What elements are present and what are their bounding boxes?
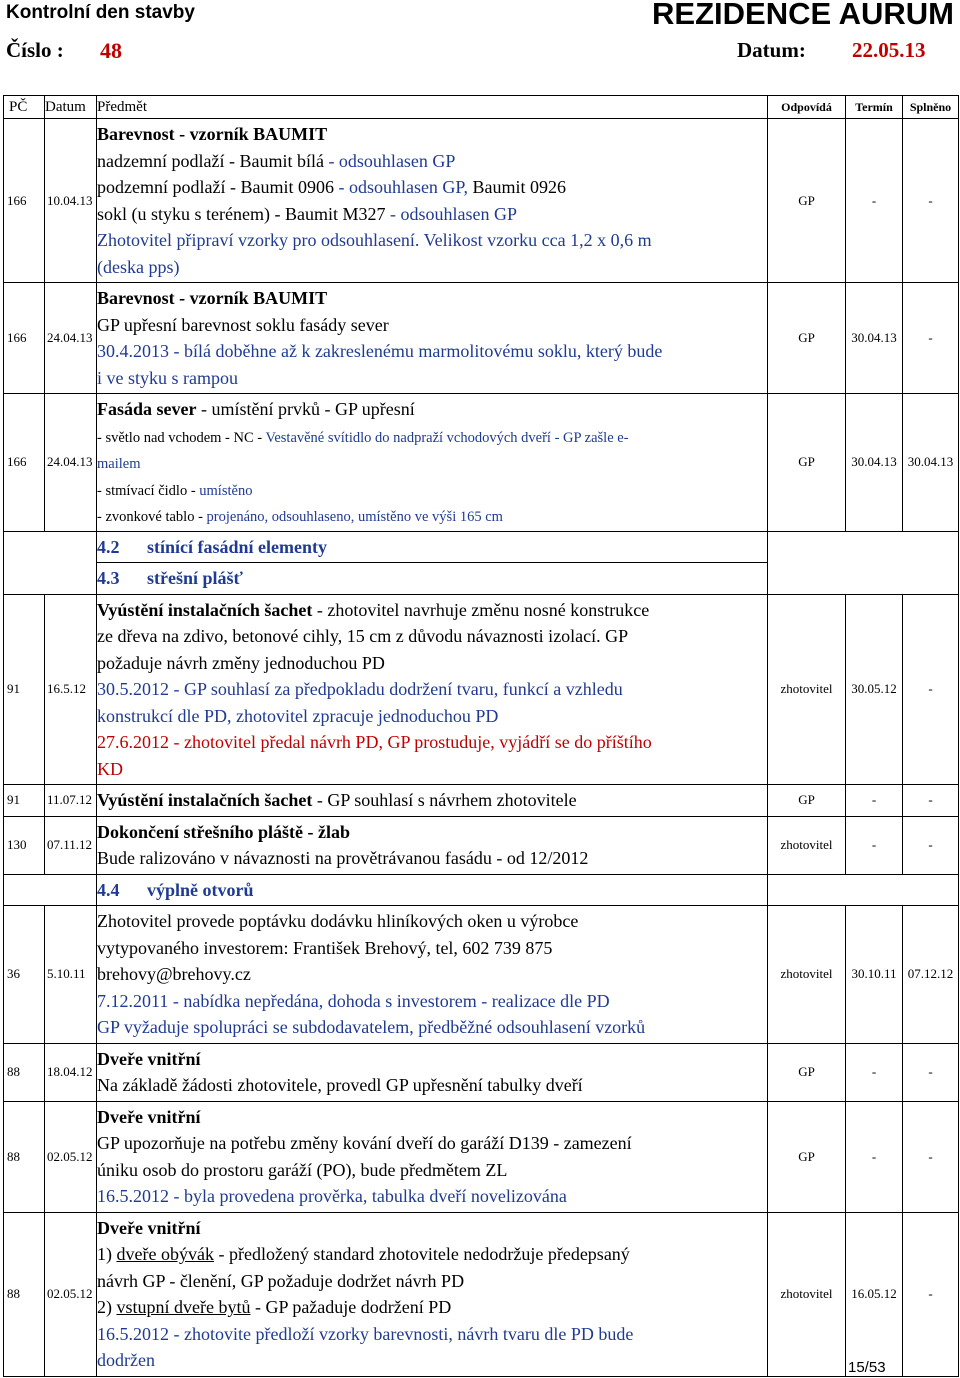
section-heading — [97, 874, 768, 906]
table-row — [4, 394, 959, 532]
row-deadline: 30.04.13 — [846, 394, 903, 532]
subject-line — [97, 312, 767, 339]
row-responsible: GP — [768, 785, 846, 817]
subject-text: - světlo nad vchodem - NC - — [97, 429, 266, 446]
subject-text: Barevnost - vzorník BAUMIT — [97, 124, 328, 144]
row-deadline: - — [846, 785, 903, 817]
subject-line — [97, 908, 767, 935]
row-pc: 91 — [4, 594, 45, 785]
row-done: - — [903, 785, 959, 817]
subject-text: - zvonkové tablo - — [97, 509, 207, 525]
section-number: 4.4 — [97, 879, 120, 900]
subject-text: konstrukcí dle PD, zhotovitel zpracuje jednoduchou PD — [97, 705, 499, 726]
row-pc: 91 — [4, 785, 45, 817]
row-date: 07.11.12 — [45, 816, 97, 874]
subject-line — [97, 1130, 767, 1157]
table-row — [4, 816, 959, 874]
date-label: Datum: — [737, 38, 806, 62]
subject-line — [97, 396, 767, 423]
subject-text: 7.12.2011 - nabídka nepředána, dohoda s investorem - realizace dle PD — [97, 990, 610, 1011]
subject-line — [97, 676, 767, 703]
section-42 — [4, 531, 959, 563]
section-title: stínící fasádní elementy — [147, 536, 327, 557]
subject-line — [97, 703, 767, 730]
row-done: - — [903, 119, 959, 283]
subject-text: 30.4.2013 - bílá doběhne až k zakreslenému marmolitovému soklu, který bude — [97, 341, 663, 361]
row-responsible: GP — [768, 394, 846, 532]
subject-line — [97, 285, 767, 312]
subject-text: - GP pažaduje dodržení PD — [250, 1297, 452, 1317]
row-done: - — [903, 1212, 959, 1376]
row-responsible: GP — [768, 283, 846, 394]
subject-text: 16.5.2012 - byla provedena prověrka, tabulka dveří novelizována — [97, 1186, 567, 1206]
row-done: - — [903, 1101, 959, 1212]
row-pc: 36 — [4, 906, 45, 1044]
minutes-table — [3, 95, 959, 1377]
subject-text: Dveře vnitřní — [97, 1217, 201, 1238]
table-row — [4, 283, 959, 394]
row-responsible: zhotovitel — [768, 906, 846, 1044]
row-deadline: 30.10.11 — [846, 906, 903, 1044]
subject-text: GP upozorňuje na potřebu změny kování dveří do garáží D139 - zamezení — [97, 1133, 632, 1153]
section-title: střešní plášť — [147, 568, 243, 588]
subject-text: - odsouhlasen GP — [389, 203, 517, 224]
section-44 — [4, 874, 959, 906]
row-subject — [97, 785, 768, 817]
subject-text: - GP souhlasí s návrhem zhotovitele — [312, 790, 577, 810]
subject-text: požaduje návrh změny jednoduchou PD — [97, 652, 385, 673]
section-number: 4.3 — [97, 568, 120, 588]
doc-title: Kontrolní den stavby — [6, 2, 195, 23]
subject-line — [97, 1215, 767, 1242]
subject-line — [97, 201, 767, 228]
subject-line — [97, 449, 767, 476]
subject-line — [97, 1241, 767, 1268]
subject-line — [97, 365, 767, 392]
subject-line — [97, 756, 767, 783]
col-subject: Předmět — [97, 96, 768, 119]
subject-text: podzemní podlaží - Baumit 0906 — [97, 177, 339, 197]
subject-text: Na základě žádosti zhotovitele, provedl GP upřesnění tabulky dveří — [97, 1075, 583, 1095]
row-date: 24.04.13 — [45, 394, 97, 532]
row-responsible: GP — [768, 1101, 846, 1212]
subject-text: (deska pps) — [97, 256, 180, 277]
subject-text: Vestavěné svítidlo do nadpraží vchodových dveří - GP zašle e- — [265, 429, 629, 446]
row-subject — [97, 1212, 768, 1376]
row-deadline: - — [846, 1101, 903, 1212]
subject-text: 2) — [97, 1297, 117, 1317]
subject-text: 27.6.2012 - zhotovitel předal návrh PD, GP prostuduje, vyjádří se do příštího — [97, 732, 652, 752]
subject-line — [97, 1104, 767, 1131]
subject-text: GP upřesní barevnost soklu fasády sever — [97, 314, 389, 335]
table-row — [4, 906, 959, 1044]
subject-line — [97, 1347, 767, 1374]
table-row — [4, 1101, 959, 1212]
subject-text: mailem — [97, 456, 141, 472]
row-subject — [97, 594, 768, 785]
row-deadline: - — [846, 1043, 903, 1101]
row-subject — [97, 394, 768, 532]
table-header — [4, 96, 959, 119]
subject-line — [97, 845, 767, 872]
row-responsible: zhotovitel — [768, 816, 846, 874]
subject-text: KD — [97, 758, 123, 779]
row-responsible: GP — [768, 1043, 846, 1101]
subject-line — [97, 338, 767, 365]
section-spacer — [768, 531, 959, 563]
row-deadline: 30.05.12 — [846, 594, 903, 785]
subject-line — [97, 1072, 767, 1099]
row-deadline: 30.04.13 — [846, 283, 903, 394]
section-43 — [4, 563, 959, 595]
section-spacer — [768, 563, 959, 595]
subject-line — [97, 650, 767, 677]
col-done: Splněno — [903, 96, 959, 119]
row-subject — [97, 283, 768, 394]
subject-text: vytypovaného investorem: František Brehový, tel, 602 739 875 — [97, 937, 553, 958]
subject-text: Dokončení střešního pláště - žlab — [97, 821, 351, 842]
row-done: - — [903, 816, 959, 874]
subject-line — [97, 1294, 767, 1321]
section-number: 4.2 — [97, 536, 120, 557]
subject-line — [97, 935, 767, 962]
number-value: 48 — [100, 38, 122, 63]
subject-text: 1) — [97, 1244, 117, 1264]
section-spacer — [768, 874, 959, 906]
subject-line — [97, 1321, 767, 1348]
section-heading — [97, 563, 768, 595]
section-heading — [97, 531, 768, 563]
row-date: 24.04.13 — [45, 283, 97, 394]
row-responsible: zhotovitel — [768, 594, 846, 785]
subject-line — [97, 254, 767, 281]
subject-text: - zhotovitel navrhuje změnu nosné konstrukce — [312, 599, 650, 620]
section-spacer — [4, 874, 97, 906]
subject-line — [97, 623, 767, 650]
row-pc: 88 — [4, 1043, 45, 1101]
subject-line — [97, 148, 767, 175]
subject-text: umístěno — [199, 482, 253, 499]
subject-line — [97, 121, 767, 148]
row-deadline: - — [846, 816, 903, 874]
row-done: - — [903, 283, 959, 394]
subject-text: - odsouhlasen GP, — [338, 177, 468, 197]
row-pc: 88 — [4, 1212, 45, 1376]
table-row — [4, 1212, 959, 1376]
row-pc: 166 — [4, 394, 45, 532]
subject-text: - stmívací čidlo - — [97, 482, 200, 499]
table-row — [4, 119, 959, 283]
row-date: 5.10.11 — [45, 906, 97, 1044]
section-spacer — [4, 563, 97, 595]
section-title: výplně otvorů — [147, 879, 254, 900]
subject-text: Dveře vnitřní — [97, 1106, 201, 1127]
subject-text: Bude ralizováno v návaznosti na provětrávanou fasádu - od 12/2012 — [97, 848, 589, 868]
row-date: 11.07.12 — [45, 785, 97, 817]
row-subject — [97, 119, 768, 283]
subject-text: Vyústění instalačních šachet — [97, 599, 313, 620]
row-date: 02.05.12 — [45, 1101, 97, 1212]
subject-text: vstupní dveře bytů — [116, 1297, 251, 1317]
row-subject — [97, 906, 768, 1044]
section-spacer — [4, 531, 97, 563]
col-deadline: Termín — [846, 96, 903, 119]
subject-line — [97, 1014, 767, 1041]
row-pc: 166 — [4, 283, 45, 394]
row-pc: 130 — [4, 816, 45, 874]
subject-text: úniku osob do prostoru garáží (PO), bude předmětem ZL — [97, 1159, 508, 1180]
project-title: REZIDENCE AURUM — [652, 0, 954, 31]
row-pc: 88 — [4, 1101, 45, 1212]
row-date: 02.05.12 — [45, 1212, 97, 1376]
row-pc: 166 — [4, 119, 45, 283]
row-done: - — [903, 594, 959, 785]
subject-text: Vyústění instalačních šachet — [97, 790, 313, 810]
row-date: 10.04.13 — [45, 119, 97, 283]
subject-text: dodržen — [97, 1350, 155, 1370]
row-responsible: zhotovitel — [768, 1212, 846, 1376]
subject-line — [97, 819, 767, 846]
subject-line — [97, 961, 767, 988]
row-subject — [97, 816, 768, 874]
col-date: Datum — [45, 96, 97, 119]
subject-text: 30.5.2012 - GP souhlasí za předpokladu dodržení tvaru, funkcí a vzhledu — [97, 679, 623, 699]
subject-text: Baumit 0926 — [467, 177, 566, 197]
subject-line — [97, 1046, 767, 1073]
subject-text: - umístění prvků - GP upřesní — [196, 399, 415, 419]
subject-text: i ve styku s rampou — [97, 367, 238, 388]
subject-line — [97, 1183, 767, 1210]
row-done: 07.12.12 — [903, 906, 959, 1044]
subject-line — [97, 227, 767, 254]
subject-text: Zhotovitel provede poptávku dodávku hliníkových oken u výrobce — [97, 911, 579, 931]
number-label: Číslo : — [6, 38, 64, 62]
subject-line — [97, 597, 767, 624]
subject-line — [97, 1157, 767, 1184]
date-value: 22.05.13 — [852, 38, 926, 62]
subject-text: projenáno, odsouhlaseno, umístěno ve výši 165 cm — [206, 509, 503, 525]
page-number: 15/53 — [848, 1359, 886, 1376]
subject-text: GP vyžaduje spolupráci se subdodavatelem, předběžné odsouhlasení vzorků — [97, 1017, 646, 1037]
subject-text: Dveře vnitřní — [97, 1048, 201, 1069]
subject-text: brehovy@brehovy.cz — [97, 964, 251, 984]
subject-line — [97, 988, 767, 1015]
subject-text: Barevnost - vzorník BAUMIT — [97, 288, 328, 308]
col-pc: PČ — [4, 96, 45, 119]
subject-line — [97, 787, 767, 814]
row-date: 18.04.12 — [45, 1043, 97, 1101]
subject-text: návrh GP - členění, GP požaduje dodržet návrh PD — [97, 1270, 465, 1291]
subject-text: - předložený standard zhotovitele nedodržuje předepsaný — [213, 1244, 630, 1264]
subject-line — [97, 729, 767, 756]
subject-text: dveře obývák — [116, 1244, 214, 1264]
row-subject — [97, 1043, 768, 1101]
subject-line — [97, 174, 767, 201]
subject-line — [97, 423, 767, 450]
table-row — [4, 594, 959, 785]
subject-text: Fasáda sever — [97, 399, 197, 419]
col-responsible: Odpovídá — [768, 96, 846, 119]
table-row — [4, 785, 959, 817]
subject-text: - odsouhlasen GP — [328, 150, 456, 171]
row-responsible: GP — [768, 119, 846, 283]
row-date: 16.5.12 — [45, 594, 97, 785]
row-deadline: - — [846, 119, 903, 283]
row-subject — [97, 1101, 768, 1212]
subject-text: 16.5.2012 - zhotovite předloží vzorky barevnosti, návrh tvaru dle PD bude — [97, 1323, 634, 1344]
row-deadline: 16.05.12 — [846, 1212, 903, 1376]
row-done: 30.04.13 — [903, 394, 959, 532]
subject-line — [97, 1268, 767, 1295]
subject-text: sokl (u styku s terénem) - Baumit M327 — [97, 203, 390, 224]
table-row — [4, 1043, 959, 1101]
subject-line — [97, 476, 767, 503]
subject-text: nadzemní podlaží - Baumit bílá — [97, 150, 329, 171]
row-done: - — [903, 1043, 959, 1101]
subject-text: Zhotovitel připraví vzorky pro odsouhlasení. Velikost vzorku cca 1,2 x 0,6 m — [97, 230, 652, 250]
subject-line — [97, 502, 767, 529]
subject-text: ze dřeva na zdivo, betonové cihly, 15 cm z důvodu návaznosti izolací. GP — [97, 626, 629, 646]
